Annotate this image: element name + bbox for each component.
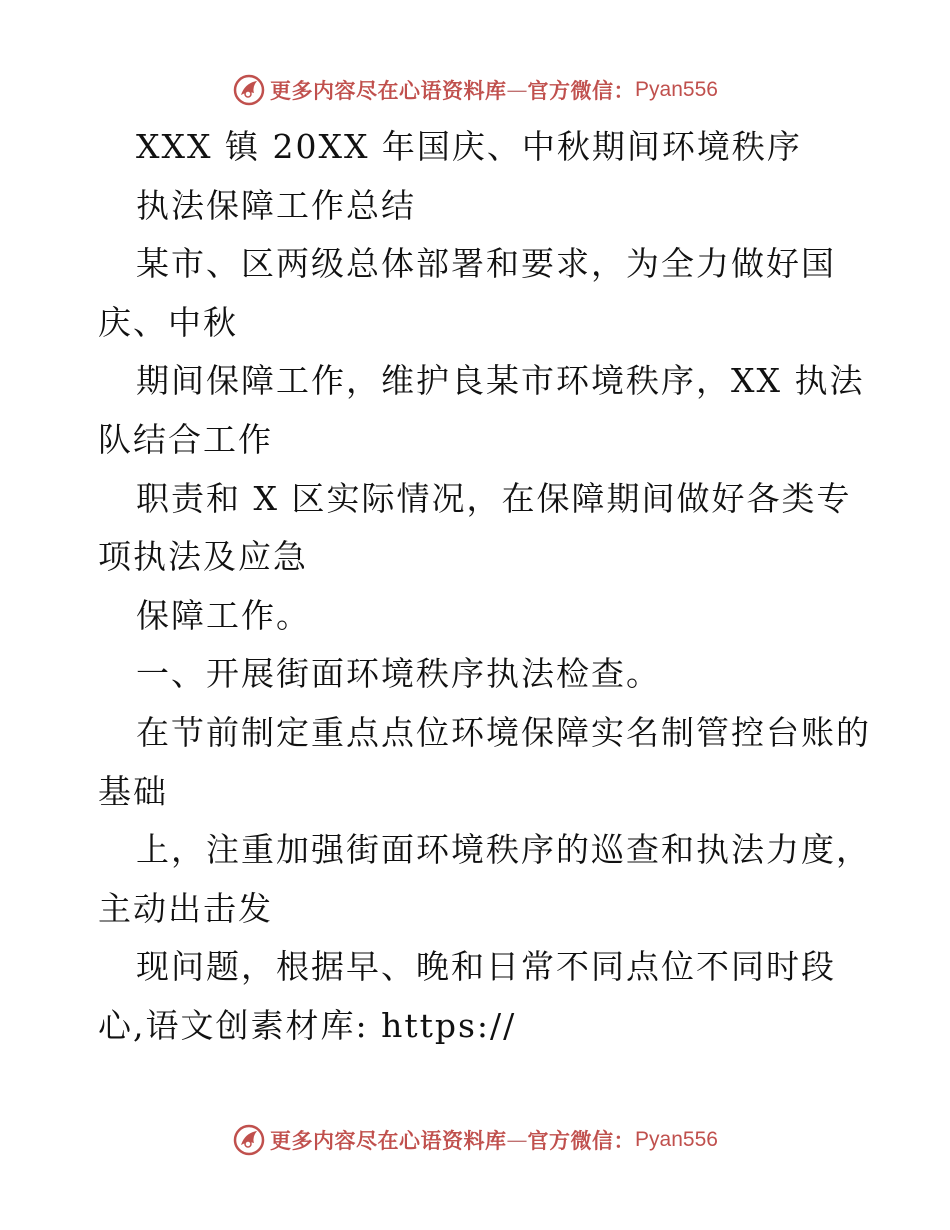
banner-label: 官方微信： bbox=[527, 78, 636, 103]
header-banner bbox=[0, 70, 950, 110]
section-heading: 一、开展街面环境秩序执法检查。 bbox=[136, 654, 661, 694]
paragraph-line: 庆、中秋 bbox=[98, 302, 238, 342]
paragraph-line: 上，注重加强街面环境秩序的巡查和执法力度， bbox=[136, 830, 871, 870]
paragraph-line: 项执法及应急 bbox=[98, 537, 308, 577]
paragraph-line: 主动出击发 bbox=[98, 888, 273, 928]
paragraph-line: 现问题，根据早、晚和日常不同点位不同时段 bbox=[136, 947, 836, 987]
document-body bbox=[98, 118, 871, 1056]
paragraph-line: 某市、区两级总体部署和要求，为全力做好国 bbox=[136, 244, 836, 284]
paragraph-line: 在节前制定重点点位环境保障实名制管控台账的 bbox=[136, 712, 871, 752]
paragraph-line: 基础 bbox=[98, 771, 168, 811]
banner-separator: — bbox=[506, 1128, 528, 1152]
banner-label: 官方微信： bbox=[527, 1128, 636, 1153]
paragraph-line: 心,语文创素材库: https:// bbox=[98, 1005, 517, 1045]
banner-separator: — bbox=[506, 78, 528, 102]
title-line-1: XXX 镇 20XX 年国庆、中秋期间环境秩序 bbox=[136, 127, 802, 166]
paragraph-line: 保障工作。 bbox=[136, 595, 311, 635]
footer-banner bbox=[0, 1120, 950, 1160]
banner-title: 更多内容尽在心语资料库 bbox=[270, 78, 507, 103]
banner-wechat-id: Pyan556 bbox=[635, 78, 718, 101]
paragraph-line: 期间保障工作，维护良某市环境秩序，XX 执法 bbox=[136, 361, 865, 401]
paragraph-line: 职责和 X 区实际情况，在保障期间做好各类专 bbox=[136, 478, 852, 518]
title-line-2: 执法保障工作总结 bbox=[136, 185, 416, 225]
logo-icon bbox=[232, 1123, 266, 1157]
banner-title: 更多内容尽在心语资料库 bbox=[270, 1128, 507, 1153]
logo-icon bbox=[232, 73, 266, 107]
paragraph-line: 队结合工作 bbox=[98, 419, 273, 459]
banner-wechat-id: Pyan556 bbox=[635, 1128, 718, 1151]
